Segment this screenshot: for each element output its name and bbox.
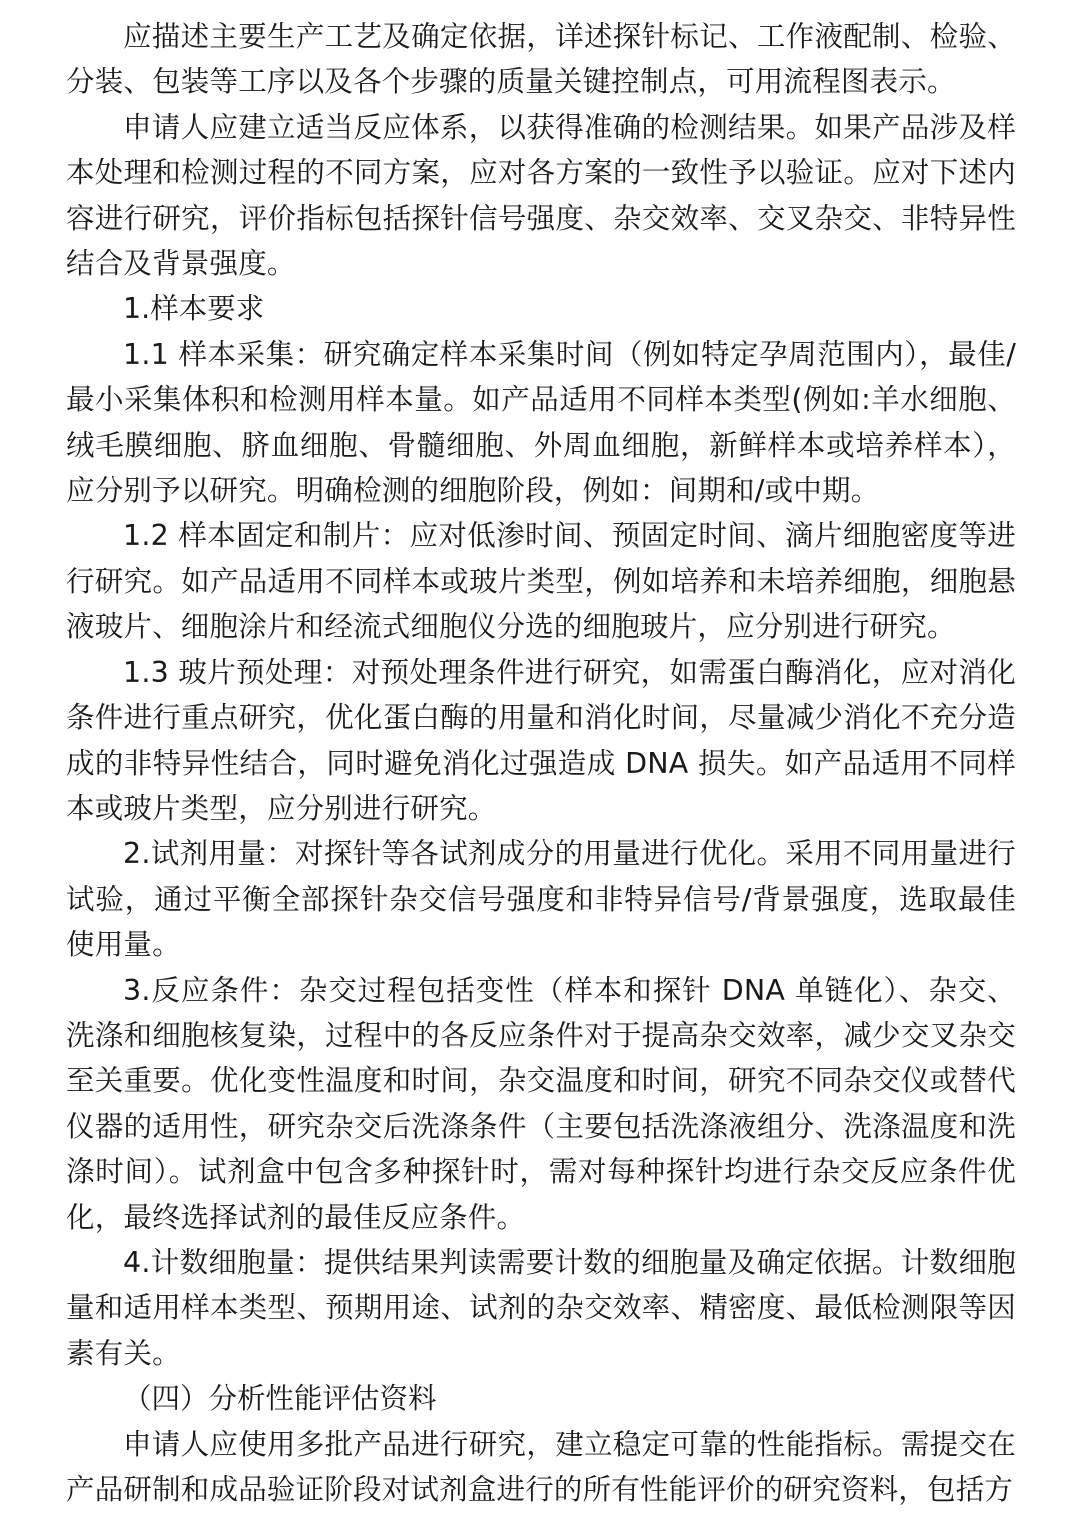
paragraph-sample-fixation: 1.2 样本固定和制片：应对低渗时间、预固定时间、滴片细胞密度等进行研究。如产品适用不同样本或玻片类型，例如培养和未培养细胞，细胞悬液玻片、细胞涂片和经流式细胞仪分选的细胞玻片，应分别进行研究。 — [66, 519, 1016, 644]
paragraph-slide-pretreatment: 1.3 玻片预处理：对预处理条件进行研究，如需蛋白酶消化，应对消化条件进行重点研究，优化蛋白酶的用量和消化时间，尽量减少消化不充分造成的非特异性结合，同时避免消化过强造成 DNA 损失。如产品适用不同样本或玻片类型，应分别进行研究。 — [66, 655, 1016, 825]
paragraph-reaction-conditions: 3.反应条件：杂交过程包括变性（样本和探针 DNA 单链化）、杂交、洗涤和细胞核复染，过程中的各反应条件对于提高杂交效率，减少交叉杂交至关重要。优化变性温度和时间，杂交温度和时间，研究不同杂交仪或替代仪器的适用性，研究杂交后洗涤条件（主要包括洗涤液组分、洗涤温度和洗涤时间）。试剂盒中包含多种探针时，需对每种探针均进行杂交反应条件优化，最终选择试剂的最佳反应条件。 — [66, 973, 1016, 1234]
paragraph-reagent-dosage: 2.试剂用量：对探针等各试剂成分的用量进行优化。采用不同用量进行试验，通过平衡全部探针杂交信号强度和非特异信号/背景强度，选取最佳使用量。 — [66, 837, 1016, 962]
paragraph-production-process: 应描述主要生产工艺及确定依据，详述探针标记、工作液配制、检验、分装、包装等工序以及各个步骤的质量关键控制点，可用流程图表示。 — [66, 20, 1016, 99]
paragraph-performance-study: 申请人应使用多批产品进行研究，建立稳定可靠的性能指标。需提交在产品研制和成品验证阶段对试剂盒进行的所有性能评价的研究资料，包括方 — [66, 1427, 1016, 1506]
paragraph-cell-count: 4.计数细胞量：提供结果判读需要计数的细胞量及确定依据。计数细胞量和适用样本类型、预期用途、试剂的杂交效率、精密度、最低检测限等因素有关。 — [66, 1245, 1016, 1370]
paragraph-reaction-system: 申请人应建立适当反应体系，以获得准确的检测结果。如果产品涉及样本处理和检测过程的不同方案，应对各方案的一致性予以验证。应对下述内容进行研究，评价指标包括探针信号强度、杂交效率、交叉杂交、非特异性结合及背景强度。 — [66, 110, 1016, 281]
heading-sample-requirements: 1.样本要求 — [123, 292, 265, 326]
heading-analytical-performance: （四）分析性能评估资料 — [123, 1382, 437, 1416]
paragraph-sample-collection: 1.1 样本采集：研究确定样本采集时间（例如特定孕周范围内），最佳/最小采集体积和检测用样本量。如产品适用不同样本类型(例如:羊水细胞、绒毛膜细胞、脐血细胞、骨髓细胞、外周血细胞，新鲜样本或培养样本），应分别予以研究。明确检测的细胞阶段，例如：间期和/或中期。 — [66, 337, 1016, 508]
